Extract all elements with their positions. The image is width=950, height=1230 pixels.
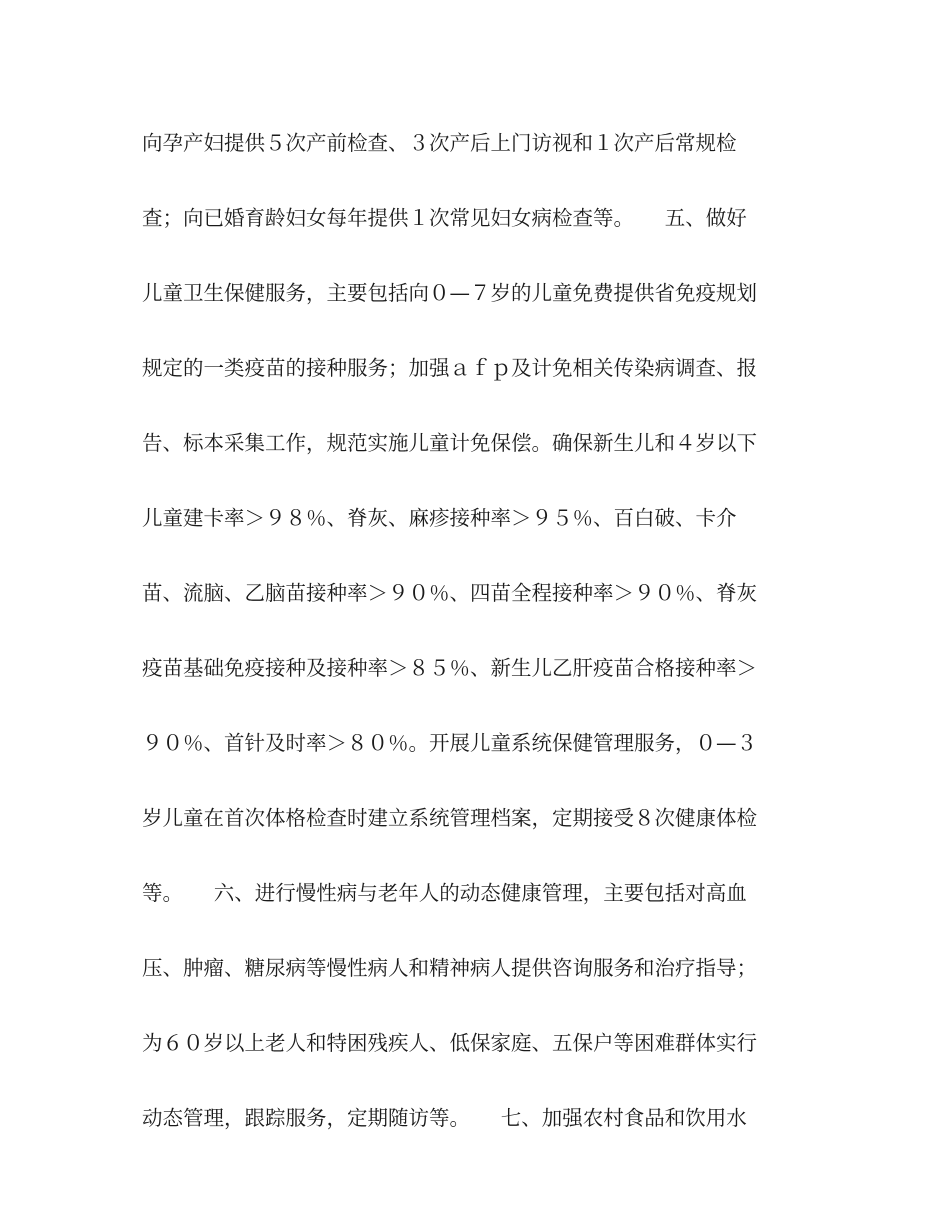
text-line: 疫苗基础免疫接种及接种率＞８５％、新生儿乙肝疫苗合格接种率＞	[142, 656, 757, 680]
text-line: 查；向已婚育龄妇女每年提供１次常见妇女病检查等。 五、做好	[142, 206, 747, 230]
text-line: 为６０岁以上老人和特困残疾人、低保家庭、五保户等困难群体实行	[142, 1031, 757, 1055]
text-line: 等。 六、进行慢性病与老年人的动态健康管理，主要包括对高血	[142, 881, 747, 905]
text-line: ９０％、首针及时率＞８０％。开展儿童系统保健管理服务，０—３	[142, 731, 757, 755]
text-line: 岁儿童在首次体格检查时建立系统管理档案，定期接受８次健康体检	[142, 806, 757, 830]
text-line: 动态管理，跟踪服务，定期随访等。 七、加强农村食品和饮用水	[142, 1106, 747, 1130]
text-line: 压、肿瘤、糖尿病等慢性病人和精神病人提供咨询服务和治疗指导；	[142, 956, 757, 980]
text-line: 儿童卫生保健服务，主要包括向０—７岁的儿童免费提供省免疫规划	[142, 281, 757, 305]
text-line: 告、标本采集工作，规范实施儿童计免保偿。确保新生儿和４岁以下	[142, 431, 757, 455]
text-line: 向孕产妇提供５次产前检查、３次产后上门访视和１次产后常规检	[142, 131, 737, 155]
text-line: 苗、流脑、乙脑苗接种率＞９０％、四苗全程接种率＞９０％、脊灰	[142, 581, 757, 605]
text-line: 儿童建卡率＞９８％、脊灰、麻疹接种率＞９５％、百白破、卡介	[142, 506, 737, 530]
text-line: 规定的一类疫苗的接种服务；加强ａｆｐ及计免相关传染病调查、报	[142, 356, 757, 380]
